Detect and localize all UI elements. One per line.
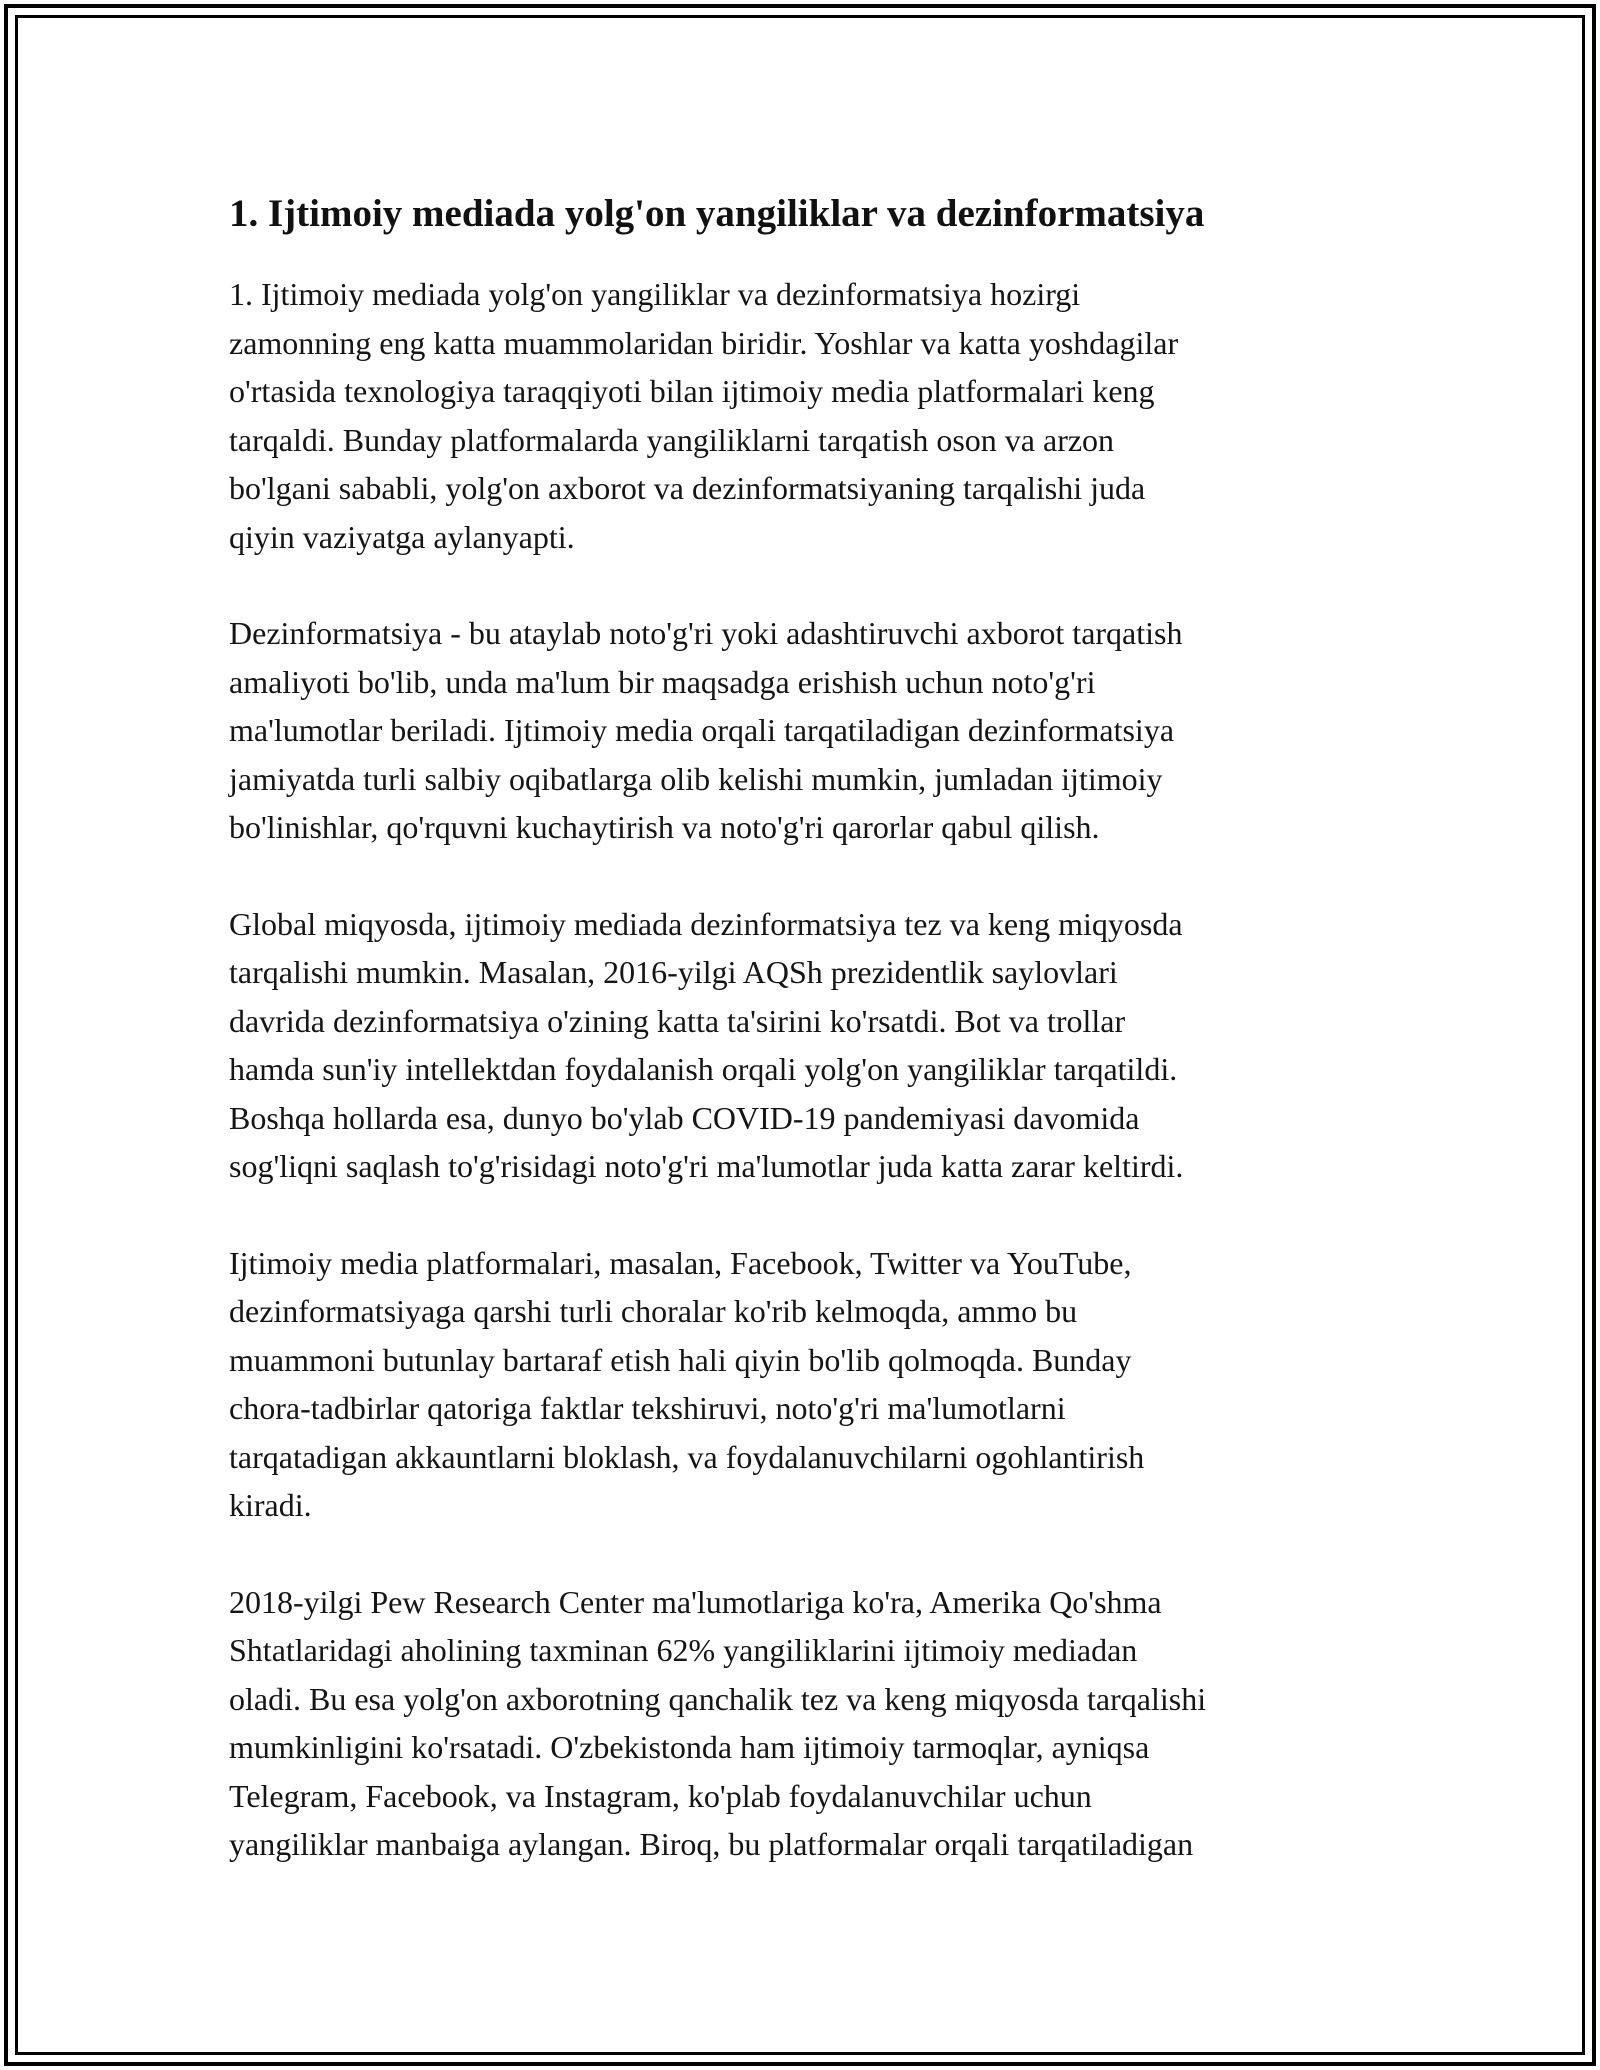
text-line: amaliyoti bo'lib, unda ma'lum bir maqsadga erishish uchun noto'g'ri [229, 663, 1096, 700]
text-line: yangiliklar manbaiga aylangan. Biroq, bu platformalar orqali tarqatiladigan [229, 1826, 1194, 1862]
text-line: Telegram, Facebook, va Instagram, ko'plab foydalanuvchilar uchun [229, 1777, 1092, 1814]
text-line: zamonning eng katta muammolaridan biridir. Yoshlar va katta yoshdagilar [229, 324, 1179, 361]
text-line: chora-tadbirlar qatoriga faktlar tekshiruvi, noto'g'ri ma'lumotlarni [229, 1390, 1066, 1426]
text-line: 1. Ijtimoiy mediada yolg'on yangiliklar va dezinformatsiya hozirgi [229, 276, 1081, 312]
text-line: dezinformatsiyaga qarshi turli choralar ko'rib kelmoqda, ammo bu [229, 1293, 1078, 1329]
text-line: bo'linishlar, qo'rquvni kuchaytirish va noto'g'ri qarorlar qabul qilish. [229, 809, 1100, 845]
section-heading: 1. Ijtimoiy mediada yolg'on yangiliklar va dezinformatsiya [229, 192, 1205, 235]
text-line: tarqalishi mumkin. Masalan, 2016-yilgi AQSh prezidentlik saylovlari [229, 954, 1118, 990]
text-line: tarqatadigan akkauntlarni bloklash, va foydalanuvchilarni ogohlantirish [229, 1438, 1145, 1475]
document-body [229, 182, 1379, 1917]
text-line: hamda sun'iy intellektdan foydalanish orqali yolg'on yangiliklar tarqatildi. [229, 1051, 1178, 1087]
paragraph-platforms [229, 1239, 1379, 1530]
text-line: tarqaldi. Bunday platformalarda yangiliklarni tarqatish oson va arzon [229, 421, 1115, 458]
text-line: 2018-yilgi Pew Research Center ma'lumotlariga ko'ra, Amerika Qo'shma [229, 1583, 1162, 1620]
text-line: davrida dezinformatsiya o'zining katta ta'sirini ko'rsatdi. Bot va trollar [229, 1002, 1126, 1039]
text-line: ma'lumotlar beriladi. Ijtimoiy media orqali tarqatiladigan dezinformatsiya [229, 712, 1175, 748]
text-line: qiyin vaziyatga aylanyapti. [229, 518, 575, 555]
text-line: sog'liqni saqlash to'g'risidagi noto'g'ri ma'lumotlar juda katta zarar keltirdi. [229, 1148, 1184, 1184]
text-line: Ijtimoiy media platformalari, masalan, Facebook, Twitter va YouTube, [229, 1244, 1132, 1281]
text-line: Dezinformatsiya - bu ataylab noto'g'ri yoki adashtiruvchi axborot tarqatish [229, 615, 1183, 651]
text-line: Global miqyosda, ijtimoiy mediada dezinformatsiya tez va keng miqyosda [229, 905, 1183, 942]
paragraph-definition [229, 609, 1379, 852]
text-line: kiradi. [229, 1487, 312, 1523]
text-line: bo'lgani sababli, yolg'on axborot va dezinformatsiyaning tarqalishi juda [229, 470, 1146, 506]
text-line: Shtatlaridagi aholining taxminan 62% yangiliklarini ijtimoiy mediadan [229, 1632, 1138, 1668]
paragraph-statistics [229, 1578, 1379, 1869]
text-line: jamiyatda turli salbiy oqibatlarga olib kelishi mumkin, jumladan ijtimoiy [229, 760, 1163, 797]
paragraph-global [229, 900, 1379, 1191]
text-line: o'rtasida texnologiya taraqqiyoti bilan ijtimoiy media platformalari keng [229, 373, 1155, 409]
paragraph-intro [229, 270, 1379, 561]
text-line: Boshqa hollarda esa, dunyo bo'ylab COVID-19 pandemiyasi davomida [229, 1099, 1140, 1136]
text-line: muammoni butunlay bartaraf etish hali qiyin bo'lib qolmoqda. Bunday [229, 1341, 1132, 1378]
text-line: oladi. Bu esa yolg'on axborotning qanchalik tez va keng miqyosda tarqalishi [229, 1680, 1207, 1717]
text-line: mumkinligini ko'rsatadi. O'zbekistonda ham ijtimoiy tarmoqlar, ayniqsa [229, 1729, 1150, 1765]
